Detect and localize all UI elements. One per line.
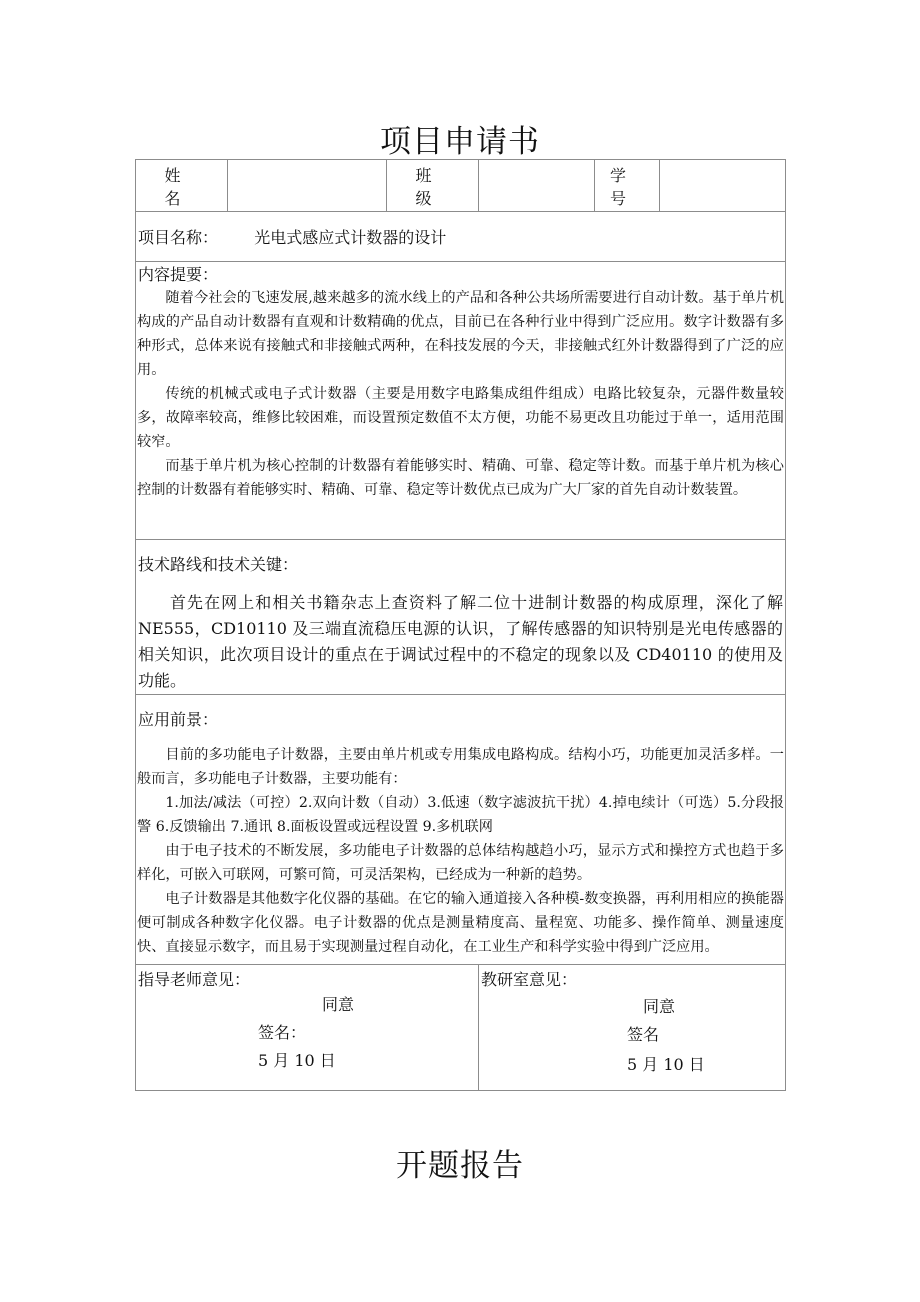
department-opinion-cell xyxy=(479,965,786,1091)
summary-heading: 内容提要： xyxy=(138,265,219,284)
function-list-paragraph: 1.加法/减法（可控）2.双向计数（自动）3.低速（数字滤波抗干扰）4.掉电续计（可选）5.分段报警 6.反馈输出 7.通讯 8.面板设置或远程设置 9.多机联网 xyxy=(137,795,784,835)
advisor-sign-label: 签名： xyxy=(258,1023,307,1042)
application-cell xyxy=(136,695,786,965)
summary-paragraph: 而基于单片机为核心控制的计数器有着能够实时、精确、可靠、稳定等计数。而基于单片机为核心控制的计数器有着能够实时、精确、可靠、稳定等计数优点已成为广大厂家的首先自动计数装置。 xyxy=(137,458,784,498)
summary-row xyxy=(136,262,786,540)
summary-cell xyxy=(136,262,786,540)
project-name-label: 项目名称： xyxy=(138,228,219,247)
department-sign-label: 签名 xyxy=(627,1025,660,1044)
advisor-opinion-heading: 指导老师意见： xyxy=(138,970,251,989)
opinions-row xyxy=(136,965,786,1091)
tech-route-heading: 技术路线和技术关键： xyxy=(138,555,299,574)
summary-paragraph: 传统的机械式或电子式计数器（主要是用数字电路集成组件组成）电路比较复杂，元器件数量较多，故障率较高，维修比较困难，而设置预定数值不太方便，功能不易更改且功能过于单一，适用范围较窄。 xyxy=(137,386,784,450)
project-name-value: 光电式感应式计数器的设计 xyxy=(254,228,447,247)
application-paragraph: 目前的多功能电子计数器，主要由单片机或专用集成电路构成。结构小巧，功能更加灵活多样。一般而言，多功能电子计数器，主要功能有： xyxy=(137,747,784,787)
summary-paragraph: 随着今社会的飞速发展,越来越多的流水线上的产品和各种公共场所需要进行自动计数。基于单片机构成的产品自动计数器有直观和计数精确的优点，目前已在各种行业中得到广泛应用。数字计数器有多种形式，总体来说有接触式和非接触式两种，在科技发展的今天，非接触式红外计数器得到了广泛的应用。 xyxy=(137,290,784,378)
application-row xyxy=(136,695,786,965)
class-value-cell xyxy=(479,160,595,212)
document-title: 项目申请书 xyxy=(380,124,540,160)
advisor-opinion-cell xyxy=(136,965,479,1091)
name-value-cell xyxy=(228,160,387,212)
department-opinion-heading: 教研室意见： xyxy=(481,970,578,989)
advisor-opinion-text: 同意 xyxy=(322,995,355,1014)
application-heading: 应用前景： xyxy=(138,710,219,729)
application-paragraph: 电子计数器是其他数字化仪器的基础。在它的输入通道接入各种模-数变换器，再利用相应的换能器便可制成各种数字化仪器。电子计数器的优点是测量精度高、量程宽、功能多、操作简单、测量速度快、直接显示数字，而且易于实现测量过程自动化，在工业生产和科学实验中得到广泛应用。 xyxy=(137,891,784,955)
name-label: 姓 名 xyxy=(136,160,228,212)
tech-route-row xyxy=(136,540,786,695)
student-id-value-cell xyxy=(660,160,786,212)
tech-route-cell xyxy=(136,540,786,695)
department-date: 5 月 10 日 xyxy=(627,1055,705,1074)
application-paragraph: 由于电子技术的不断发展，多功能电子计数器的总体结构越趋小巧，显示方式和操控方式也趋于多样化，可嵌入可联网，可繁可简，可灵活架构，已经成为一种新的趋势。 xyxy=(137,843,784,883)
project-name-cell xyxy=(136,212,786,262)
section-title-opening-report: 开题报告 xyxy=(396,1148,524,1184)
department-opinion-text: 同意 xyxy=(643,997,676,1016)
project-name-row xyxy=(136,212,786,262)
student-info-row xyxy=(136,160,786,212)
advisor-date: 5 月 10 日 xyxy=(258,1051,336,1070)
application-form-table xyxy=(135,159,786,1091)
student-id-label: 学 号 xyxy=(595,160,660,212)
class-label: 班 级 xyxy=(387,160,479,212)
tech-route-paragraph: 首先在网上和相关书籍杂志上查资料了解二位十进制计数器的构成原理，深化了解 NE555，CD10110 及三端直流稳压电源的认识，了解传感器的知识特别是光电传感器的相关知识，此次项目设计的重点在于调试过程中的不稳定的现象以及 CD40110 的使用及功能。 xyxy=(138,593,783,690)
